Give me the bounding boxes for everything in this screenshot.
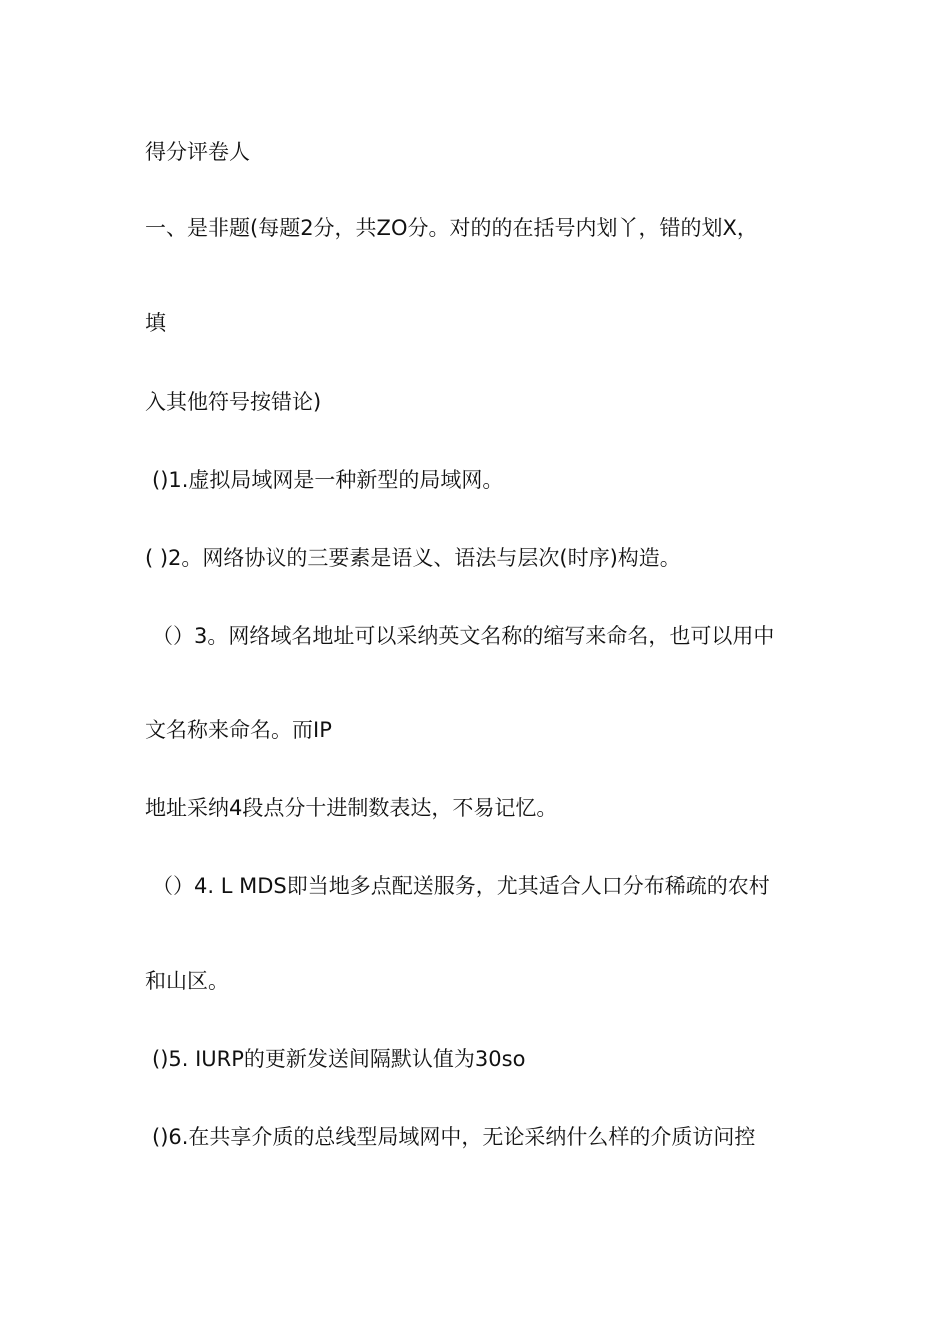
question-3-line-1: （）3。网络域名地址可以采纳英文名称的缩写来命名，也可以用中 bbox=[152, 624, 775, 648]
question-3-line-2: 文名称来命名。而IP bbox=[145, 718, 332, 742]
score-header: 得分评卷人 bbox=[145, 140, 250, 164]
question-4-line-2: 和山区。 bbox=[145, 969, 229, 993]
question-3-line-3: 地址采纳4段点分十进制数表达，不易记忆。 bbox=[145, 796, 558, 820]
question-2: ( )2。网络协议的三要素是语义、语法与层次(时序)构造。 bbox=[145, 546, 681, 570]
section-instructions-line-2: 填 bbox=[145, 311, 166, 335]
question-4-line-1: （）4. L MDS即当地多点配送服务，尤其适合人口分布稀疏的农村 bbox=[152, 874, 770, 898]
section-instructions-line-3: 入其他符号按错论) bbox=[145, 390, 322, 414]
question-1: ()1.虚拟局域网是一种新型的局域网。 bbox=[152, 468, 504, 492]
section-instructions-line-1: 一、是非题(每题2分，共ZO分。对的的在括号内划丫，错的划X， bbox=[145, 216, 758, 240]
question-6-line-1: ()6.在共享介质的总线型局域网中，无论采纳什么样的介质访问控 bbox=[152, 1125, 756, 1149]
question-5: ()5. IURP的更新发送间隔默认值为30so bbox=[152, 1047, 526, 1071]
